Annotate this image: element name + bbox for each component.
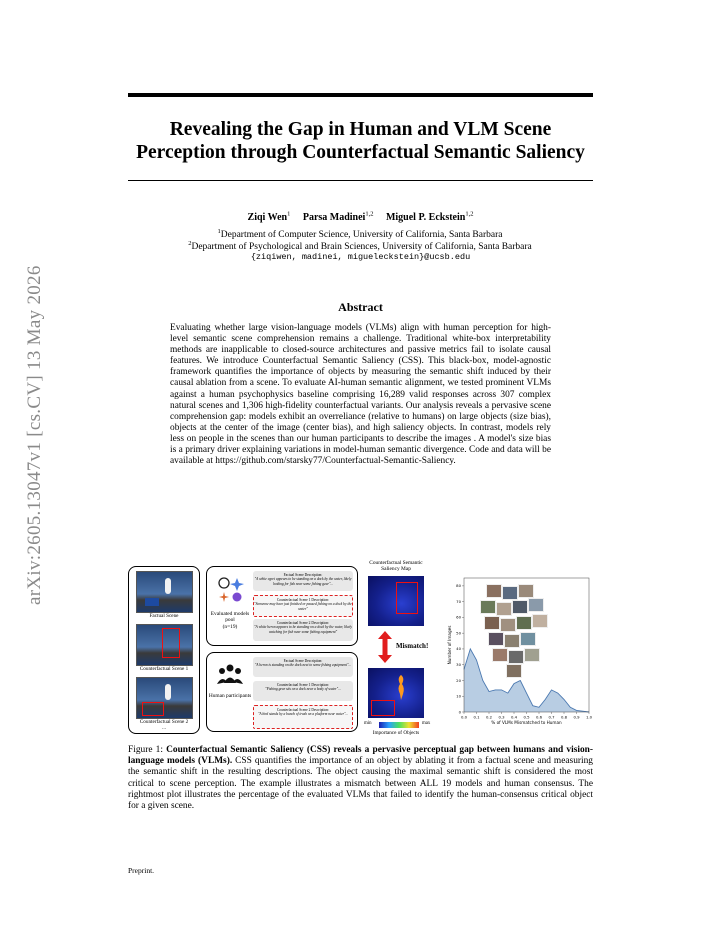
- models-pool-label: Evaluated models pool: [210, 611, 250, 624]
- abstract-heading: Abstract: [338, 300, 383, 314]
- affiliation-2: $^2$Department of Psychological and Brain Sciences, University of California, Santa Barbara: [188, 240, 532, 253]
- human-panel: [206, 652, 358, 732]
- x-tick-label: 0.3: [498, 714, 505, 720]
- human-cf1-description: Counterfactual Scene 1 Description: "Fishing gear sits on a dock near a body of water"...: [253, 681, 353, 701]
- cf-scene-1-label: Counterfactual Scene 1: [139, 666, 189, 672]
- preprint-footer: Preprint.: [128, 866, 155, 875]
- y-tick-label: 40: [456, 646, 461, 652]
- vlm-panel: [206, 566, 358, 646]
- y-tick-label: 60: [456, 614, 461, 620]
- paper-title: [128, 118, 593, 164]
- cf-scene-2-label: Counterfactual Scene 2: [139, 719, 189, 725]
- importance-colorbar: [379, 722, 419, 728]
- x-tick-label: 0.2: [485, 714, 493, 720]
- vlm-critical-object-box: [396, 582, 418, 614]
- vlm-cf1-description: Counterfactual Scene 1 Description: "Someone may have just finished or paused fishing on a dock by the water": [253, 595, 353, 617]
- author-email: {ziqiwen, madinei, migueleckstein}@ucsb.edu: [250, 252, 471, 262]
- x-tick-label: 0.0: [460, 714, 468, 720]
- y-tick-label: 80: [456, 583, 461, 589]
- human-participants-label: Human participants: [208, 693, 252, 699]
- x-tick-label: 0.9: [573, 714, 580, 720]
- more-scenes-ellipsis: ...: [162, 725, 166, 731]
- x-tick-label: 0.6: [535, 714, 543, 720]
- title-line-2: Perception through Counterfactual Semantic Saliency: [136, 142, 585, 163]
- counterfactual-scene-2-image: [136, 677, 193, 719]
- y-tick-label: 20: [456, 677, 461, 683]
- mismatch-distribution-chart: [446, 570, 593, 730]
- y-tick-label: 30: [456, 662, 461, 668]
- affiliation-1: $^1$Department of Computer Science, University of California, Santa Barbara: [217, 228, 503, 241]
- y-tick-label: 10: [456, 693, 461, 699]
- egret-figure: [165, 578, 171, 594]
- people-icon: [217, 663, 243, 685]
- vlm-saliency-map: [368, 576, 424, 626]
- human-cf2-description: Counterfactual Scene 2 Description: "A bird stands by a bunch of trash on a platform near water"...: [253, 705, 353, 729]
- counterfactual-scene-1-image: [136, 624, 193, 666]
- egret-figure: [165, 684, 171, 700]
- author: Ziqi Wen$^1$: [247, 211, 291, 224]
- human-factual-description: Factual Scene Description: "A heron is standing on the dock next to some fishing equipment"...: [253, 657, 353, 677]
- caption-rest: CSS quantifies the importance of an object by ablating it from a factual scene and measuring the semantic shift in the resulting descriptions. The object causing the maximal semantic shift is considered the most critical to scene perception. The example illustrates a mismatch between ALL 19 models and human consensus. The rightmost plot illustrates the percentage of the evaluated VLMs that failed to identify the human-consensus critical object for a given scene.: [128, 756, 593, 812]
- vlm-cf2-description: Counterfactual Scene 2 Description: "A white heron appears to be standing on a dock by the water, likely watching for fish near some fishing equipment": [253, 619, 353, 641]
- scenes-panel: [128, 566, 200, 734]
- vlm-factual-description: Factual Scene Description: "A white egret appears to be standing on a dock by the water, likely looking for fish near some fishing gear"...: [253, 571, 353, 591]
- x-tick-label: 1.0: [585, 714, 593, 720]
- abstract-text: Evaluating whether large vision-language models (VLMs) align with human perception for high-level semantic scene comprehension remains a challenge. Traditional white-box interpretability methods are inapplicable to closed-source architectures and passive metrics fail to isolate causal features. We introduce Counterfactual Semantic Saliency (CSS). This black-box, model-agnostic framework quantifies the importance of objects by measuring the semantic shift induced by their causal ablation from a scene. To evaluate AI-human semantic alignment, we tested prominent VLMs against a human psychophysics baseline comprising 16,289 valid responses across 307 complex natural scenes and 1,306 high-fidelity counterfactual variants. Our analysis reveals a pervasive scene comprehension gap: models exhibit an overreliance (relative to humans) on large objects (size bias), objects at the center of the image (center bias), and high saliency objects. In contrast, models rely less on people in the scenes than our human participants to describe the images . A model's size bias is a primary driver explaining variations in model-human semantic divergence. Code and data will be available at https://github.com/starsky77/Counterfactual-Semantic-Saliency.: [170, 323, 551, 467]
- saliency-map-title: Counterfactual Semantic Saliency Map: [369, 560, 423, 573]
- mismatch-label: Mismatch!: [396, 642, 429, 650]
- x-tick-label: 0.4: [510, 714, 518, 720]
- x-tick-label: 0.1: [473, 714, 480, 720]
- legend-max: max: [422, 721, 431, 726]
- human-saliency-map: [368, 668, 424, 718]
- mismatch-arrow-icon: [375, 630, 395, 664]
- title-rule-top: [128, 93, 593, 97]
- factual-scene-image: [136, 571, 193, 613]
- author: Parsa Madinei$^{1,2}$: [302, 211, 374, 224]
- legend-min: min: [364, 721, 372, 726]
- human-critical-object-box: [371, 700, 395, 716]
- ablation-box: [162, 628, 180, 658]
- author-list: [128, 211, 593, 223]
- fishing-gear: [145, 598, 159, 606]
- ablation-box: [142, 702, 164, 716]
- legend-label: Importance of Objects: [372, 730, 420, 736]
- y-tick-label: 0: [458, 709, 461, 715]
- figure-1: [128, 560, 593, 740]
- y-tick-label: 70: [456, 598, 461, 604]
- x-axis-label: % of VLMs Mismatched to Human: [491, 720, 562, 725]
- arxiv-stamp: arXiv:2605.13047v1 [cs.CV] 13 May 2026: [24, 265, 45, 605]
- author: Miguel P. Eckstein$^{1,2}$: [385, 211, 474, 224]
- caption-bold: Counterfactual Semantic Saliency (CSS) reveals a pervasive perceptual gap between humans and vision-language models (VLMs).: [128, 745, 593, 767]
- model-logos-icon: [215, 575, 245, 605]
- factual-scene-label: Factual Scene: [149, 613, 179, 619]
- y-tick-label: 50: [456, 630, 461, 636]
- heron-hotspot: [396, 674, 406, 700]
- title-line-1: Revealing the Gap in Human and VLM Scene: [169, 119, 552, 140]
- x-tick-label: 0.8: [560, 714, 568, 720]
- y-axis-label: Number of Images: [447, 625, 452, 665]
- figure-caption: Figure 1: Counterfactual Semantic Saliency (CSS) reveals a pervasive perceptual gap between humans and vision-language models (VLMs). CSS quantifies the importance of an object by ablating it from a factual scene and measuring the semantic shift in the resulting descriptions. The object causing the maximal semantic shift is considered the most critical to scene perception. The example illustrates a mismatch between ALL 19 models and human consensus. The rightmost plot illustrates the percentage of the evaluated VLMs that failed to identify the human-consensus critical object for a given scene.: [128, 745, 593, 812]
- models-count: (n=19): [222, 624, 238, 630]
- title-rule-bottom: [128, 180, 593, 181]
- x-tick-label: 0.5: [523, 714, 530, 720]
- x-tick-label: 0.7: [548, 714, 555, 720]
